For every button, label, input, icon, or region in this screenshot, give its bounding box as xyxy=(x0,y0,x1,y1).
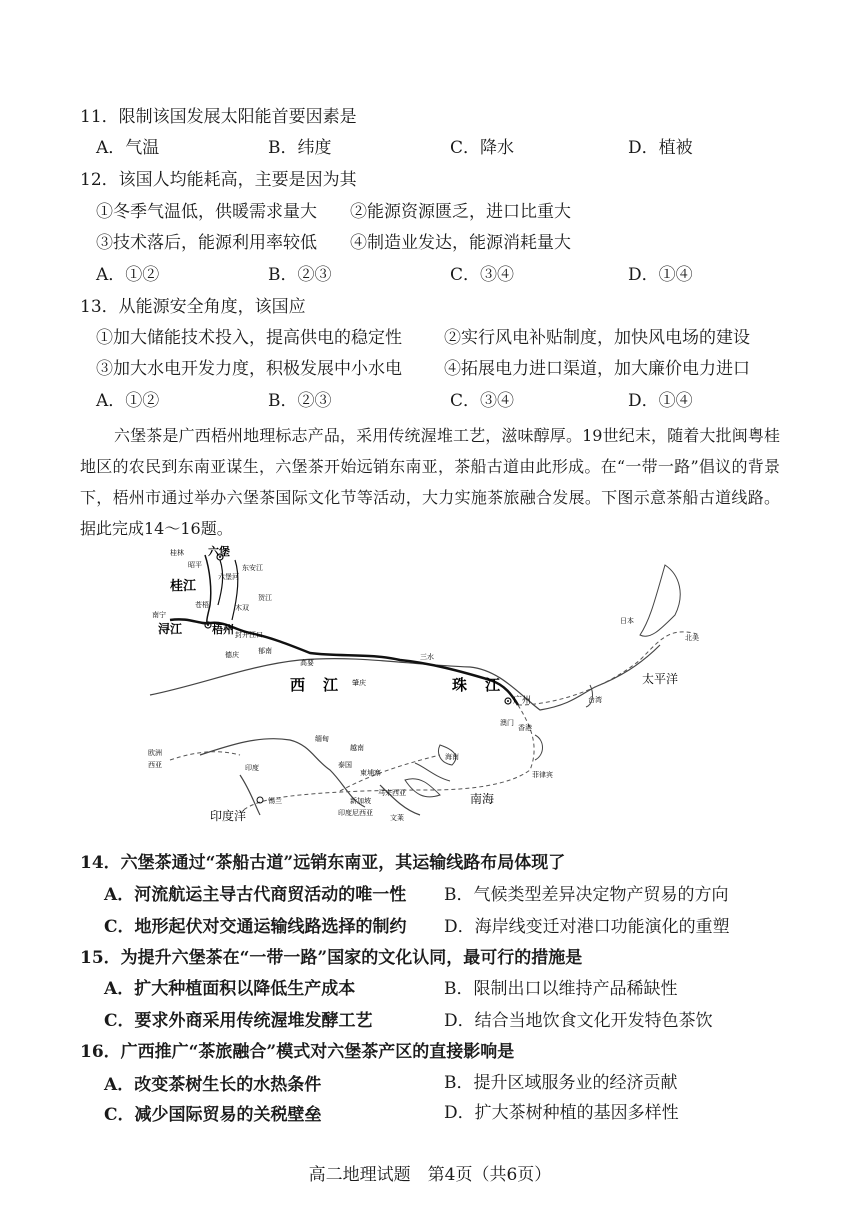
label-wuzhou: 梧州 xyxy=(212,623,234,636)
q11-option-a: A．气温 xyxy=(96,138,160,158)
q15-option-c: C．要求外商采用传统渥堆发酵工艺 xyxy=(104,1011,373,1031)
q14-option-d: D．海岸线变迁对港口功能演化的重塑 xyxy=(444,917,730,937)
label-yindu: 印度 xyxy=(245,764,259,772)
label-pingle: 昭平 xyxy=(188,561,202,569)
label-aomen: 澳门 xyxy=(500,719,514,727)
label-feizhou: 西亚 xyxy=(148,761,162,769)
q12-item-4: ④制造业发达，能源消耗量大 xyxy=(350,233,571,253)
label-xunjiang: 浔江 xyxy=(158,622,183,636)
label-zhaoqing: 肇庆 xyxy=(352,679,366,687)
label-zhaoping: 苍梧 xyxy=(195,601,209,609)
q13-item-3: ③加大水电开发力度，积极发展中小水电 xyxy=(96,359,402,379)
q16-option-c: C．减少国际贸易的关税壁垒 xyxy=(104,1105,322,1125)
q12-option-d: D．①④ xyxy=(628,265,693,285)
label-guangzhou: 广州 xyxy=(513,696,532,706)
label-yunfu: 郁南 xyxy=(258,647,272,655)
q14-option-b: B．气候类型差异决定物产贸易的方向 xyxy=(444,885,729,905)
q14-stem: 14．六堡茶通过“茶船古道”远销东南亚，其运输线路布局体现了 xyxy=(80,853,566,873)
label-feilvbin: 菲律宾 xyxy=(532,771,553,779)
label-ouzhou: 欧洲 xyxy=(148,749,162,757)
q13-item-1: ①加大储能技术投入，提高供电的稳定性 xyxy=(96,328,402,348)
label-beimei: 北美 xyxy=(685,634,699,642)
label-xianggang: 香港 xyxy=(518,724,532,732)
label-yuenan: 越南 xyxy=(350,744,364,752)
label-deqing: 德庆 xyxy=(225,651,239,659)
label-guijiang: 桂江 xyxy=(170,579,197,594)
reading-passage: 六堡茶是广西梧州地理标志产品，采用传统渥堆工艺，滋味醇厚。19世纪末，随着大批闽粤桂地区的农民到东南亚谋生，六堡茶开始远销东南亚，茶船古道由此形成。在“一带一路”倡议的背景下，梧州市通过举办六堡茶国际文化节等活动，大力实施茶旅融合发展。下图示意茶船古道线路。据此完成14～16题。 xyxy=(80,426,780,538)
q11-stem: 11．限制该国发展太阳能首要因素是 xyxy=(80,107,357,127)
q11-option-b: B．纬度 xyxy=(268,138,332,158)
label-gaoyao: 高要 xyxy=(300,659,314,667)
q15-option-a: A．扩大种植面积以降低生产成本 xyxy=(104,979,356,999)
label-miandian: 缅甸 xyxy=(315,735,329,743)
q14-option-a: A．河流航运主导古代商贸活动的唯一性 xyxy=(104,885,407,905)
label-xinjiapo: 新加坡 xyxy=(350,797,371,805)
label-hezhou: 贺江 xyxy=(258,594,272,602)
label-sililanka: 锡兰 xyxy=(268,797,282,805)
tea-route-map xyxy=(140,545,740,835)
label-jianpuzhai: 柬埔寨 xyxy=(360,769,381,777)
label-zhujiang: 珠江 xyxy=(452,676,519,694)
label-fengkai: 封开江口 xyxy=(235,631,263,639)
label-malaixiya: 马来西亚 xyxy=(378,789,406,797)
q12-item-3: ③技术落后，能源利用率较低 xyxy=(96,233,317,253)
label-taiguo: 泰国 xyxy=(338,761,352,769)
label-jinxiu: 木双 xyxy=(235,604,249,612)
q13-option-c: C．③④ xyxy=(450,391,515,411)
q12-option-c: C．③④ xyxy=(450,265,515,285)
label-yinduyang: 印度洋 xyxy=(210,809,247,823)
q13-item-2: ②实行风电补贴制度，加快风电场的建设 xyxy=(444,328,750,348)
q16-option-a: A．改变茶树生长的水热条件 xyxy=(104,1075,322,1095)
label-dongan: 东安江 xyxy=(242,564,263,572)
q12-item-2: ②能源资源匮乏，进口比重大 xyxy=(350,202,571,222)
label-taiwan: 台湾 xyxy=(588,696,602,704)
label-wenlai: 文莱 xyxy=(390,814,404,822)
q13-stem: 13．从能源安全角度，该国应 xyxy=(80,297,306,317)
label-nanning: 南宁 xyxy=(152,611,166,619)
q13-item-4: ④拓展电力进口渠道，加大廉价电力进口 xyxy=(444,359,750,379)
q12-stem: 12．该国人均能耗高，主要是因为其 xyxy=(80,170,357,190)
label-xijiang: 西江 xyxy=(290,676,357,694)
label-hainan: 海南 xyxy=(445,753,459,761)
label-guilin: 桂林 xyxy=(170,549,184,557)
label-liubaohe: 六堡河 xyxy=(218,573,239,581)
label-sanshui: 三水 xyxy=(420,653,434,661)
q12-option-a: A．①② xyxy=(96,265,160,285)
label-nanhai: 南海 xyxy=(470,792,495,806)
label-taipingyang: 太平洋 xyxy=(642,672,679,686)
q16-option-b: B．提升区域服务业的经济贡献 xyxy=(444,1073,678,1093)
q13-option-d: D．①④ xyxy=(628,391,693,411)
q12-item-1: ①冬季气温低，供暖需求量大 xyxy=(96,202,317,222)
q11-option-d: D．植被 xyxy=(628,138,693,158)
q15-option-d: D．结合当地饮食文化开发特色茶饮 xyxy=(444,1011,713,1031)
q16-option-d: D．扩大茶树种植的基因多样性 xyxy=(444,1103,679,1123)
label-riben: 日本 xyxy=(620,617,634,625)
q15-option-b: B．限制出口以维持产品稀缺性 xyxy=(444,979,678,999)
q12-option-b: B．②③ xyxy=(268,265,332,285)
q13-option-a: A．①② xyxy=(96,391,160,411)
q16-stem: 16．广西推广“茶旅融合”模式对六堡茶产区的直接影响是 xyxy=(80,1042,515,1062)
q13-option-b: B．②③ xyxy=(268,391,332,411)
label-yinni: 印度尼西亚 xyxy=(338,809,373,817)
page-footer: 高二地理试题 第4页（共6页） xyxy=(308,1165,552,1185)
q11-option-c: C．降水 xyxy=(450,138,515,158)
q14-option-c: C．地形起伏对交通运输线路选择的制约 xyxy=(104,917,407,937)
label-liubao: 六堡 xyxy=(208,545,230,558)
q15-stem: 15．为提升六堡茶在“一带一路”国家的文化认同，最可行的措施是 xyxy=(80,948,583,968)
